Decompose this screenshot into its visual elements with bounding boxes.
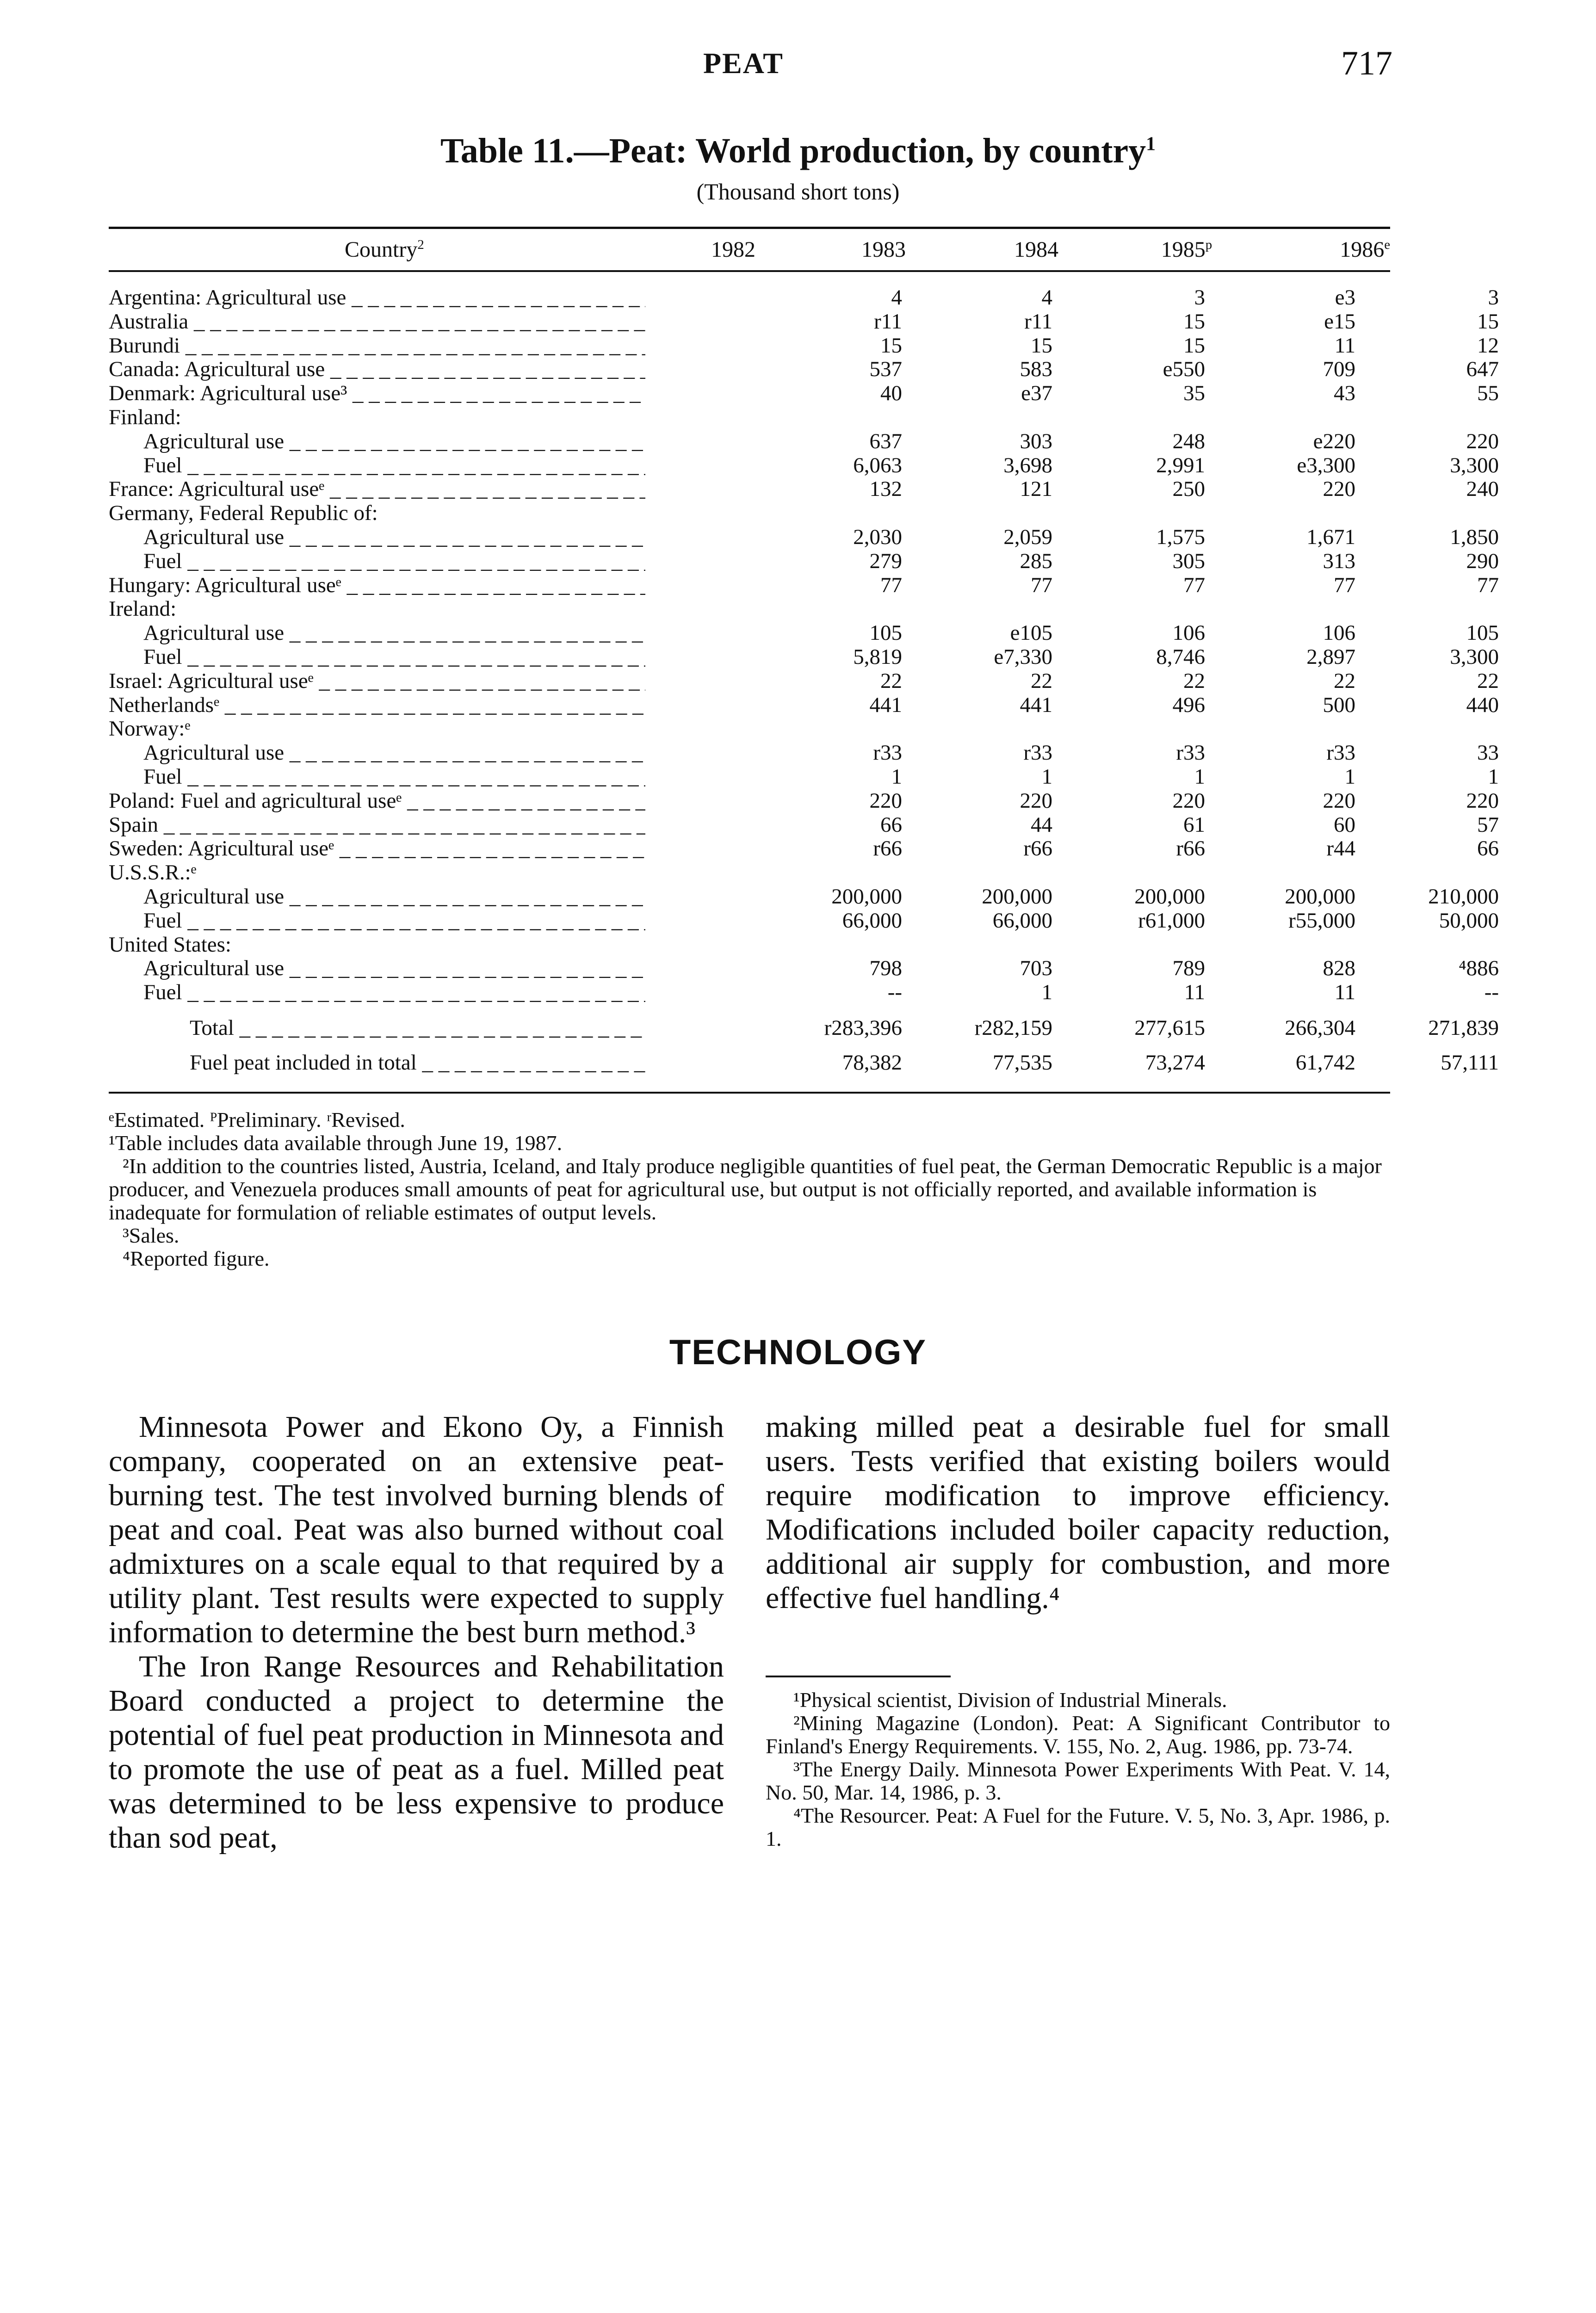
row-value: 200,000 bbox=[982, 884, 1052, 909]
row-value: 789 bbox=[1172, 956, 1205, 981]
row-value: 220 bbox=[869, 788, 902, 813]
footnote-2: ²Mining Magazine (London). Peat: A Significant Contributor to Finland's Energy Requirements. V. 155, No. 2, Aug. 1986, pp. 73-74. bbox=[766, 1711, 1390, 1758]
row-value: 647 bbox=[1466, 357, 1499, 382]
row-value: e3 bbox=[1335, 285, 1355, 309]
row-label: Fuel _ _ _ bbox=[143, 909, 645, 933]
row-label: Agricultural use _ _ _ bbox=[143, 957, 645, 981]
row-value: 1 bbox=[1041, 764, 1052, 789]
body-paragraph-2: The Iron Range Resources and Rehabilitation Board conducted a project to determine the potential of fuel peat production in Minnesota and to promote the use of peat as a fuel. Milled peat was determined to be less expensive to produce than sod peat, bbox=[109, 1650, 724, 1855]
row-value: 305 bbox=[1172, 549, 1205, 573]
row-value: e7,330 bbox=[994, 644, 1052, 669]
row-label: Ireland: bbox=[109, 597, 177, 621]
table-row bbox=[109, 357, 1499, 382]
row-value: r66 bbox=[873, 836, 902, 861]
row-value: 106 bbox=[1323, 621, 1355, 645]
table-row bbox=[109, 285, 1499, 310]
row-value: r283,396 bbox=[824, 1015, 902, 1040]
row-value: 500 bbox=[1323, 693, 1355, 717]
row-value: 22 bbox=[1477, 668, 1499, 693]
row-value: r44 bbox=[1326, 836, 1355, 861]
table-body bbox=[109, 285, 1499, 1075]
row-label: Hungary: Agricultural useᵉ _ _ _ bbox=[109, 574, 645, 598]
row-value: 11 bbox=[1334, 333, 1355, 358]
row-value: r33 bbox=[1176, 741, 1205, 765]
row-value: 121 bbox=[1020, 477, 1052, 501]
table-row bbox=[109, 956, 1499, 981]
col-header-1982: 1982 bbox=[711, 237, 755, 262]
row-value: e105 bbox=[1010, 621, 1052, 645]
row-label: Fuel _ _ _ bbox=[143, 454, 645, 478]
row-value: 248 bbox=[1172, 429, 1205, 453]
footnote-3: ³The Energy Daily. Minnesota Power Experiments With Peat. V. 14, No. 50, Mar. 14, 1986, p. 3. bbox=[766, 1757, 1390, 1804]
row-value: 15 bbox=[1183, 333, 1205, 358]
row-value: 22 bbox=[880, 668, 902, 693]
row-value: 57,111 bbox=[1441, 1050, 1499, 1075]
row-value: 2,030 bbox=[853, 525, 902, 549]
row-value: 220 bbox=[1466, 429, 1499, 453]
row-value: 798 bbox=[869, 956, 902, 981]
row-value: 1,850 bbox=[1450, 525, 1499, 549]
row-value: 4 bbox=[1041, 285, 1052, 309]
row-value: 22 bbox=[1334, 668, 1355, 693]
row-value: 106 bbox=[1172, 621, 1205, 645]
footnote-1: ¹Physical scientist, Division of Industrial Minerals. bbox=[793, 1688, 1227, 1712]
table-row bbox=[109, 333, 1499, 358]
row-value: 441 bbox=[869, 693, 902, 717]
page-number: 717 bbox=[1341, 44, 1392, 82]
row-value: 15 bbox=[880, 333, 902, 358]
row-value: 285 bbox=[1020, 549, 1052, 573]
row-label: Argentina: Agricultural use _ _ _ bbox=[109, 286, 645, 310]
col-header-1984: 1984 bbox=[1014, 237, 1058, 262]
table-row bbox=[109, 477, 1499, 501]
row-value: 73,274 bbox=[1145, 1050, 1205, 1075]
row-value: 35 bbox=[1183, 381, 1205, 406]
table-row bbox=[109, 764, 1499, 789]
table-row bbox=[109, 933, 1390, 957]
row-value: ⁴886 bbox=[1459, 956, 1499, 981]
row-label: Agricultural use _ _ _ bbox=[143, 741, 645, 765]
row-value: 703 bbox=[1020, 956, 1052, 981]
row-value: 2,059 bbox=[1003, 525, 1052, 549]
row-value: 440 bbox=[1466, 693, 1499, 717]
table-row bbox=[109, 1005, 1499, 1051]
row-value: 8,746 bbox=[1156, 644, 1205, 669]
row-value: 105 bbox=[1466, 621, 1499, 645]
row-value: 57 bbox=[1477, 812, 1499, 837]
row-value: 537 bbox=[869, 357, 902, 382]
table-title-note: 1 bbox=[1146, 133, 1156, 155]
row-label: Total _ _ _ bbox=[190, 1005, 645, 1051]
row-value: 6,063 bbox=[853, 453, 902, 477]
row-value: 78,382 bbox=[842, 1050, 902, 1075]
row-value: 220 bbox=[1020, 788, 1052, 813]
table-row bbox=[109, 573, 1499, 598]
row-value: 279 bbox=[869, 549, 902, 573]
row-value: 132 bbox=[869, 477, 902, 501]
row-label: Agricultural use _ _ _ bbox=[143, 885, 645, 909]
body-column-left bbox=[109, 1410, 724, 1855]
row-value: r11 bbox=[1024, 309, 1052, 334]
row-label: Germany, Federal Republic of: bbox=[109, 501, 378, 526]
row-label: Sweden: Agricultural useᵉ _ _ _ bbox=[109, 837, 645, 861]
row-label: Denmark: Agricultural use³ _ _ _ bbox=[109, 382, 645, 406]
row-value: 77,535 bbox=[992, 1050, 1052, 1075]
table-row bbox=[109, 501, 1390, 526]
row-label: Finland: bbox=[109, 405, 181, 429]
row-value: 3,698 bbox=[1003, 453, 1052, 477]
table-row bbox=[109, 812, 1499, 837]
row-value: 1,671 bbox=[1306, 525, 1355, 549]
row-value: 11 bbox=[1184, 980, 1205, 1005]
table-row bbox=[109, 549, 1499, 574]
row-label: U.S.S.R.:ᵉ bbox=[109, 861, 197, 885]
table-title-text: Table 11.—Peat: World production, by country bbox=[440, 131, 1146, 170]
row-value: r66 bbox=[1176, 836, 1205, 861]
row-label: Agricultural use _ _ _ bbox=[143, 430, 645, 454]
table-row bbox=[109, 861, 1390, 885]
row-value: 313 bbox=[1323, 549, 1355, 573]
row-value: 3,300 bbox=[1450, 644, 1499, 669]
row-value: 22 bbox=[1031, 668, 1052, 693]
row-value: 2,991 bbox=[1156, 453, 1205, 477]
row-value: 200,000 bbox=[1134, 884, 1205, 909]
row-label: France: Agricultural useᵉ _ _ _ bbox=[109, 477, 645, 501]
row-value: 637 bbox=[869, 429, 902, 453]
col-header-country: Country$^2$ bbox=[345, 237, 424, 262]
running-head: PEAT bbox=[703, 47, 784, 80]
row-value: 61 bbox=[1183, 812, 1205, 837]
section-heading: TECHNOLOGY bbox=[669, 1333, 927, 1372]
row-value: 1,575 bbox=[1156, 525, 1205, 549]
row-value: 77 bbox=[1183, 573, 1205, 597]
table-note-3: ³Sales. bbox=[123, 1224, 179, 1247]
table-legend: ᵉEstimated. ᴾPreliminary. ʳRevised. bbox=[109, 1108, 405, 1132]
row-value: 3 bbox=[1194, 285, 1205, 309]
table-row bbox=[109, 908, 1499, 933]
row-label: Fuel _ _ _ bbox=[143, 645, 645, 669]
row-label: United States: bbox=[109, 933, 231, 957]
footnote-4: ⁴The Resourcer. Peat: A Fuel for the Future. V. 5, No. 3, Apr. 1986, p. 1. bbox=[766, 1804, 1390, 1850]
row-value: 290 bbox=[1466, 549, 1499, 573]
row-value: 66,000 bbox=[842, 908, 902, 933]
table-note-1: ¹Table includes data available through June 19, 1987. bbox=[109, 1131, 563, 1155]
table-row bbox=[109, 741, 1499, 765]
table-row bbox=[109, 717, 1390, 741]
row-label: Fuel _ _ _ bbox=[143, 981, 645, 1005]
row-value: 303 bbox=[1020, 429, 1052, 453]
row-value: 496 bbox=[1172, 693, 1205, 717]
table-units: (Thousand short tons) bbox=[696, 179, 900, 204]
table-row bbox=[109, 980, 1499, 1005]
table-row bbox=[109, 884, 1499, 909]
footnote-rule bbox=[766, 1676, 951, 1677]
row-label: Agricultural use _ _ _ bbox=[143, 621, 645, 645]
row-value: 220 bbox=[1323, 788, 1355, 813]
row-value: 66 bbox=[1477, 836, 1499, 861]
row-value: 1 bbox=[891, 764, 902, 789]
row-value: 11 bbox=[1334, 980, 1355, 1005]
row-label: Poland: Fuel and agricultural useᵉ _ _ _ bbox=[109, 789, 645, 813]
row-value: 77 bbox=[1031, 573, 1052, 597]
row-value: 77 bbox=[1334, 573, 1355, 597]
row-value: 1 bbox=[1194, 764, 1205, 789]
row-value: 583 bbox=[1020, 357, 1052, 382]
col-header-1985: 1985$^p$ bbox=[1161, 237, 1212, 262]
table-row bbox=[109, 621, 1499, 645]
row-value: 220 bbox=[1172, 788, 1205, 813]
table-note-2: ²In addition to the countries listed, Austria, Iceland, and Italy produce negligible quantities of fuel peat, the German Democratic Republic is a major producer, and Venezuela produces small amounts of peat for agricultural use, but output is not officially reported, and available information is inadequate for formulation of reliable estimates of output levels. bbox=[109, 1154, 1382, 1224]
row-value: 1 bbox=[1041, 980, 1052, 1005]
table-row bbox=[109, 309, 1499, 334]
row-value: 77 bbox=[880, 573, 902, 597]
row-value: 15 bbox=[1031, 333, 1052, 358]
row-value: 3,300 bbox=[1450, 453, 1499, 477]
table-row bbox=[109, 1050, 1499, 1075]
row-value: r66 bbox=[1023, 836, 1052, 861]
row-value: 709 bbox=[1323, 357, 1355, 382]
table-row bbox=[109, 429, 1499, 454]
body-column-right bbox=[766, 1410, 1390, 1615]
row-value: 210,000 bbox=[1428, 884, 1499, 909]
row-value: 12 bbox=[1477, 333, 1499, 358]
row-label: Fuel _ _ _ bbox=[143, 550, 645, 574]
table-row bbox=[109, 406, 1390, 430]
body-paragraph-3: making milled peat a desirable fuel for small users. Tests verified that existing boilers would require modification to improve efficiency. Modifications included boiler capacity reduction, additional air supply for combustion, and more effective fuel handling.⁴ bbox=[766, 1410, 1390, 1615]
row-value: 3 bbox=[1488, 285, 1499, 309]
row-value: e3,300 bbox=[1297, 453, 1355, 477]
row-value: 271,839 bbox=[1428, 1015, 1499, 1040]
table-top-rule bbox=[109, 227, 1390, 229]
row-value: 5,819 bbox=[853, 644, 902, 669]
row-value: r33 bbox=[873, 741, 902, 765]
row-value: e37 bbox=[1021, 381, 1052, 406]
row-value: r282,159 bbox=[974, 1015, 1052, 1040]
table-row bbox=[109, 597, 1390, 621]
row-value: 266,304 bbox=[1285, 1015, 1355, 1040]
table-note-4: ⁴Reported figure. bbox=[123, 1247, 270, 1270]
row-label: Fuel _ _ _ bbox=[143, 765, 645, 789]
table-row bbox=[109, 836, 1499, 861]
table-row bbox=[109, 525, 1499, 550]
table-row bbox=[109, 381, 1499, 406]
row-value: r55,000 bbox=[1288, 908, 1355, 933]
row-value: 441 bbox=[1020, 693, 1052, 717]
row-value: 66 bbox=[880, 812, 902, 837]
row-value: e550 bbox=[1163, 357, 1205, 382]
table-row bbox=[109, 668, 1499, 693]
row-value: 77 bbox=[1477, 573, 1499, 597]
row-value: 15 bbox=[1477, 309, 1499, 334]
table-row bbox=[109, 453, 1499, 478]
row-value: 220 bbox=[1323, 477, 1355, 501]
row-label: Spain _ _ _ bbox=[109, 813, 645, 837]
row-value: 50,000 bbox=[1439, 908, 1499, 933]
row-value: 4 bbox=[891, 285, 902, 309]
table-row bbox=[109, 693, 1499, 717]
row-label: Burundi _ _ _ bbox=[109, 334, 645, 358]
row-value: r33 bbox=[1023, 741, 1052, 765]
row-value: 2,897 bbox=[1306, 644, 1355, 669]
row-value: 40 bbox=[880, 381, 902, 406]
row-value: 220 bbox=[1466, 788, 1499, 813]
row-value: 200,000 bbox=[1285, 884, 1355, 909]
row-value: 33 bbox=[1477, 741, 1499, 765]
footnotes bbox=[766, 1688, 1390, 1850]
row-label: Agricultural use _ _ _ bbox=[143, 526, 645, 550]
row-value: 55 bbox=[1477, 381, 1499, 406]
row-value: 44 bbox=[1031, 812, 1052, 837]
row-label: Israel: Agricultural useᵉ _ _ _ bbox=[109, 669, 645, 693]
row-value: 60 bbox=[1334, 812, 1355, 837]
row-label: Australia _ _ _ bbox=[109, 310, 645, 334]
col-header-1986: 1986e bbox=[1340, 237, 1390, 262]
row-value: 240 bbox=[1466, 477, 1499, 501]
row-value: 22 bbox=[1183, 668, 1205, 693]
row-value: -- bbox=[887, 980, 902, 1005]
row-value: 61,742 bbox=[1295, 1050, 1355, 1075]
row-label: Canada: Agricultural use _ _ _ bbox=[109, 358, 645, 382]
row-value: 200,000 bbox=[831, 884, 902, 909]
row-value: r61,000 bbox=[1138, 908, 1205, 933]
row-label: Netherlandsᵉ _ _ _ bbox=[109, 693, 645, 717]
row-value: e220 bbox=[1313, 429, 1355, 453]
row-value: r11 bbox=[874, 309, 902, 334]
row-value: 250 bbox=[1172, 477, 1205, 501]
row-value: -- bbox=[1484, 980, 1499, 1005]
table-title bbox=[0, 131, 1596, 171]
body-paragraph-1: Minnesota Power and Ekono Oy, a Finnish company, cooperated on an extensive peat-burning test. The test involved burning blends of peat and coal. Peat was also burned without coal admixtures on a scale equal to that required by a utility plant. Test results were expected to supply information to determine the best burn method.³ bbox=[109, 1410, 724, 1649]
row-value: 277,615 bbox=[1134, 1015, 1205, 1040]
col-header-1983: 1983 bbox=[861, 237, 906, 262]
row-value: 43 bbox=[1334, 381, 1355, 406]
row-value: 828 bbox=[1323, 956, 1355, 981]
row-value: 15 bbox=[1183, 309, 1205, 334]
table-row bbox=[109, 788, 1499, 813]
row-label: Norway:ᵉ bbox=[109, 717, 191, 741]
table-bottom-rule bbox=[109, 1092, 1390, 1094]
row-value: r33 bbox=[1326, 741, 1355, 765]
row-value: 66,000 bbox=[992, 908, 1052, 933]
row-value: 1 bbox=[1344, 764, 1355, 789]
table-row bbox=[109, 644, 1499, 669]
row-label: Fuel peat included in total _ _ _ bbox=[190, 1051, 645, 1075]
row-value: e15 bbox=[1324, 309, 1355, 334]
row-value: 105 bbox=[869, 621, 902, 645]
table-header-rule bbox=[109, 270, 1390, 272]
row-value: 1 bbox=[1488, 764, 1499, 789]
